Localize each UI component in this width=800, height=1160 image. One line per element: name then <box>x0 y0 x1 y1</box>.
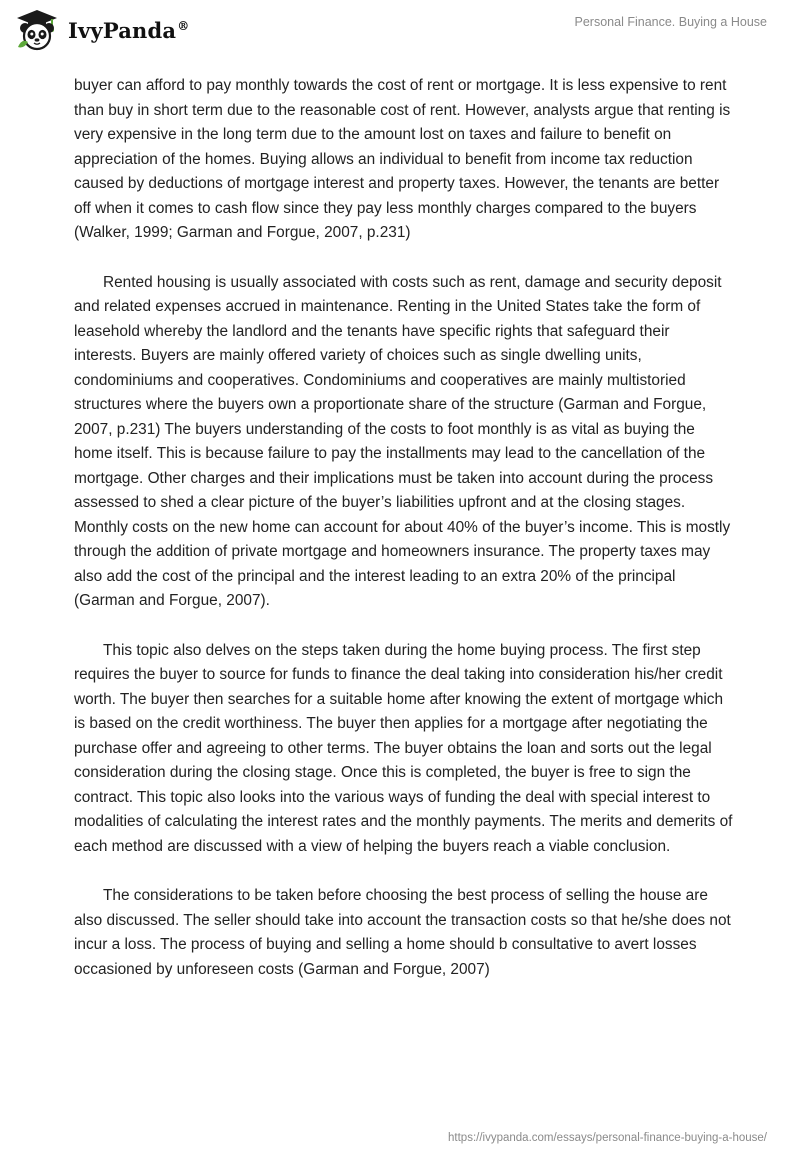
logo-registered-mark: ® <box>177 18 190 33</box>
ivypanda-logo[interactable] <box>14 10 189 50</box>
logo-wordmark <box>68 18 189 43</box>
footer-source-url: https://ivypanda.com/essays/personal-finance-buying-a-house/ <box>448 1132 767 1144</box>
page-header <box>0 0 800 72</box>
logo-text: IvyPanda <box>68 17 177 43</box>
paragraph-1: buyer can afford to pay monthly towards the cost of rent or mortgage. It is less expensive to rent than buy in short term due to the reasonable cost of rent. However, analysts argue that renting is very expensive in the long term due to the amount lost on taxes and failure to benefit on appreciation of the homes. Buying allows an individual to benefit from income tax reduction caused by deductions of mortgage interest and property taxes. However, the tenants are better off when it comes to cash flow since they pay less monthly charges compared to the buyers (Walker, 1999; Garman and Forgue, 2007, p.231) <box>74 77 731 241</box>
panda-graduate-icon <box>14 7 60 53</box>
essay-body <box>74 74 734 1007</box>
paragraph-4: The considerations to be taken before choosing the best process of selling the house are also discussed. The seller should take into account the transaction costs so that he/she does not incur a loss. The process of buying and selling a home should b consultative to avert losses occasioned by unforeseen costs (Garman and Forgue, 2007) <box>74 887 731 978</box>
paragraph-2: Rented housing is usually associated with costs such as rent, damage and security deposit and related expenses accrued in maintenance. Renting in the United States take the form of leasehold whereby the landlord and the tenants have specific rights that safeguard their interests. Buyers are mainly offered variety of choices such as single dwelling units, condominiums and cooperatives. Condominiums and cooperatives are mainly multistoried structures where the buyers own a proportionate share of the structure (Garman and Forgue, 2007, p.231) The buyers understanding of the costs to foot monthly is as vital as buying the home itself. This is because failure to pay the installments may lead to the cancellation of the mortgage. Other charges and their implications must be taken into account during the process assessed to shed a clear picture of the buyer’s liabilities upfront and at the closing stages. Monthly costs on the new home can account for about 40% of the buyer’s income. This is mostly through the addition of private mortgage and homeowners insurance. The property taxes may also add the cost of the principal and the interest leading to an extra 20% of the principal (Garman and Forgue, 2007). <box>74 273 731 609</box>
paragraph-3: This topic also delves on the steps taken during the home buying process. The first step requires the buyer to source for funds to finance the deal taking into consideration his/her credit worth. The buyer then searches for a suitable home after knowing the extent of mortgage which is based on the credit worthiness. The buyer then applies for a mortgage after negotiating the purchase offer and agreeing to other terms. The buyer obtains the loan and sorts out the legal consideration during the closing stage. Once this is completed, the buyer is free to sign the contract. This topic also looks into the various ways of funding the deal with special interest to modalities of calculating the interest rates and the monthly payments. The merits and demerits of each method are discussed with a view of helping the buyers reach a viable conclusion. <box>74 641 733 855</box>
document-title: Personal Finance. Buying a House <box>574 15 767 29</box>
